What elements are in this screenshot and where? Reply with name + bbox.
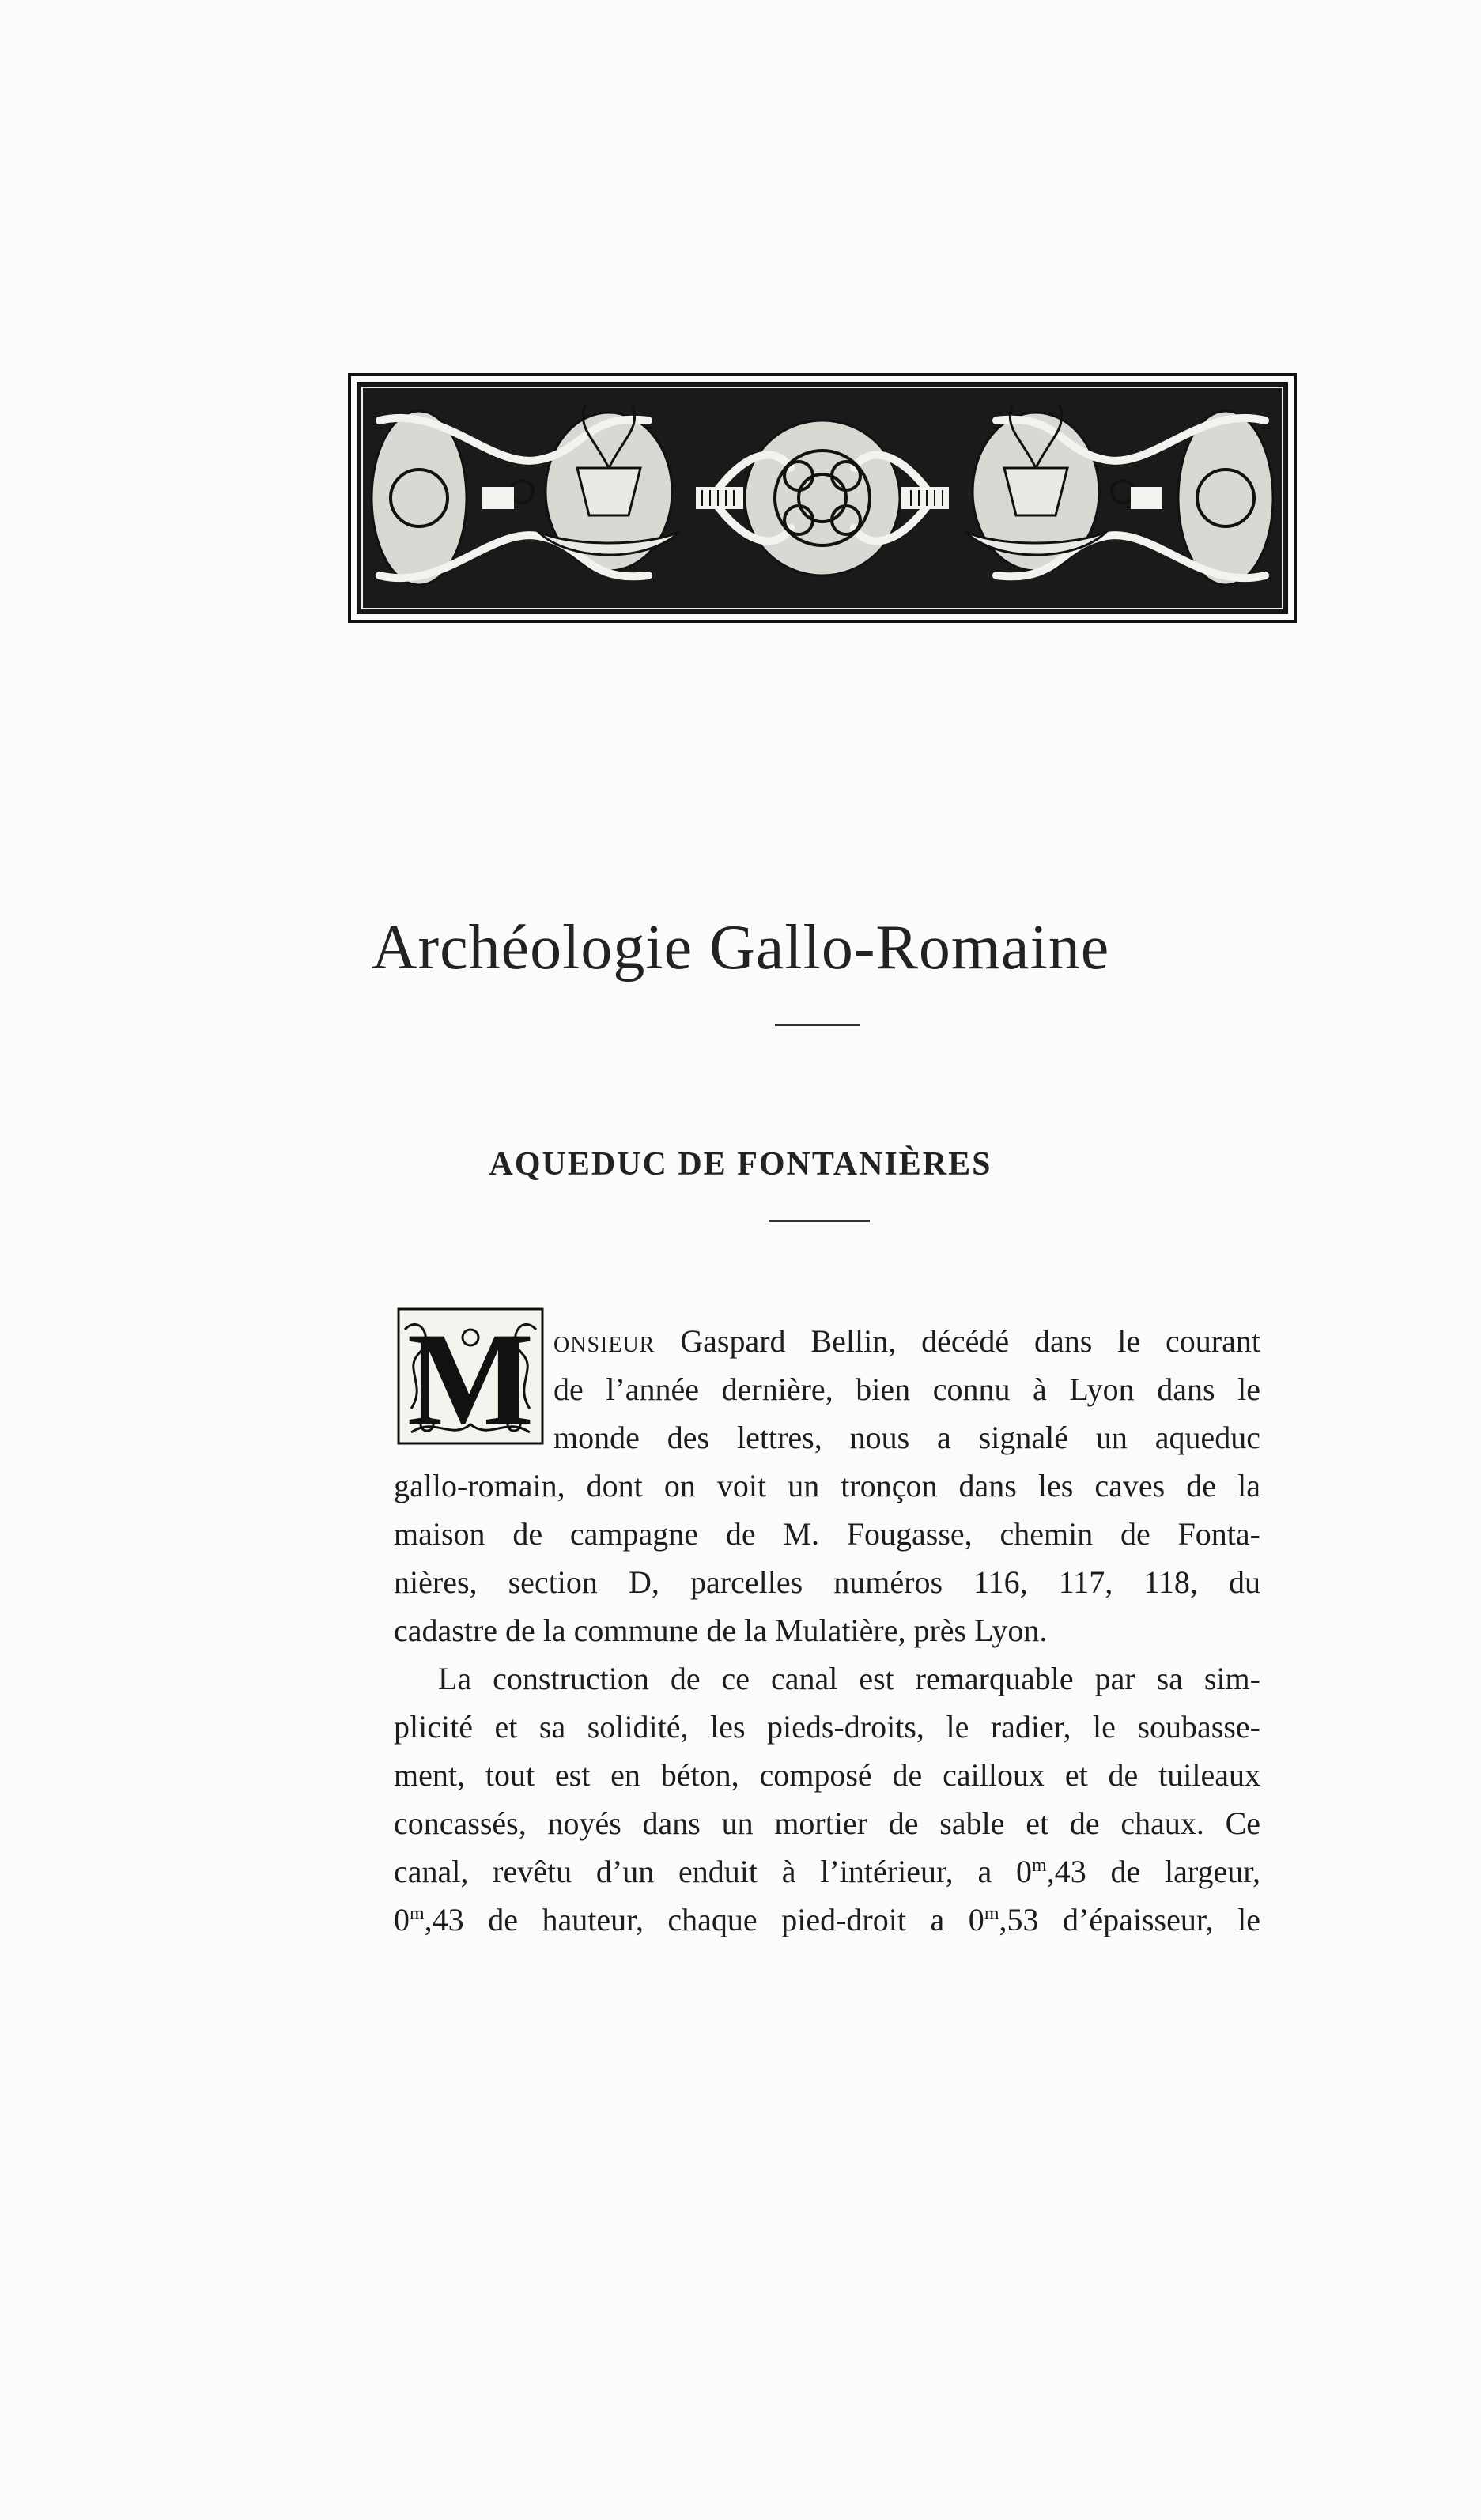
- text-line: monde des lettres, nous a signalé un aqueduc: [553, 1420, 1260, 1455]
- text-line: La construction de ce canal est remarquable par sa sim-: [438, 1661, 1260, 1696]
- text-line: nières, section D, parcelles numéros 116, 117, 118, du: [394, 1564, 1260, 1600]
- text-line: cadastre de la commune de la Mulatière, près Lyon.: [394, 1613, 1048, 1648]
- lead-word: onsieur: [553, 1323, 655, 1359]
- title-divider: [775, 1024, 860, 1026]
- section-subtitle: AQUEDUC DE FONTANIÈRES: [489, 1145, 992, 1183]
- text-line: 0$^m$,43 de hauteur, chaque pied-droit a 0$^m$,53 d’épaisseur, le: [394, 1902, 1260, 1937]
- initial-letter: M: [406, 1306, 535, 1447]
- page-title: Archéologie Gallo-Romaine: [371, 912, 1110, 983]
- text-line: de l’année dernière, bien connu à Lyon dans le: [553, 1371, 1260, 1407]
- text-line: canal, revêtu d’un enduit à l’intérieur, a 0$^m$,43 de largeur,: [394, 1854, 1260, 1889]
- text-line: plicité et sa solidité, les pieds-droits, le radier, le soubasse-: [394, 1709, 1260, 1745]
- text-line: maison de campagne de M. Fougasse, chemin de Fonta-: [394, 1516, 1260, 1552]
- text-line: onsieur Gaspard Bellin, décédé dans le courant: [553, 1323, 1260, 1359]
- ornamental-headpiece: [348, 373, 1297, 623]
- text-line: gallo-romain, dont on voit un tronçon dans les caves de la: [394, 1468, 1260, 1503]
- text-line: concassés, noyés dans un mortier de sable et de chaux. Ce: [394, 1805, 1260, 1841]
- subtitle-divider: [769, 1220, 870, 1222]
- paragraph-1: [394, 1317, 1260, 1944]
- text-line: ment, tout est en béton, composé de cailloux et de tuileaux: [394, 1757, 1260, 1793]
